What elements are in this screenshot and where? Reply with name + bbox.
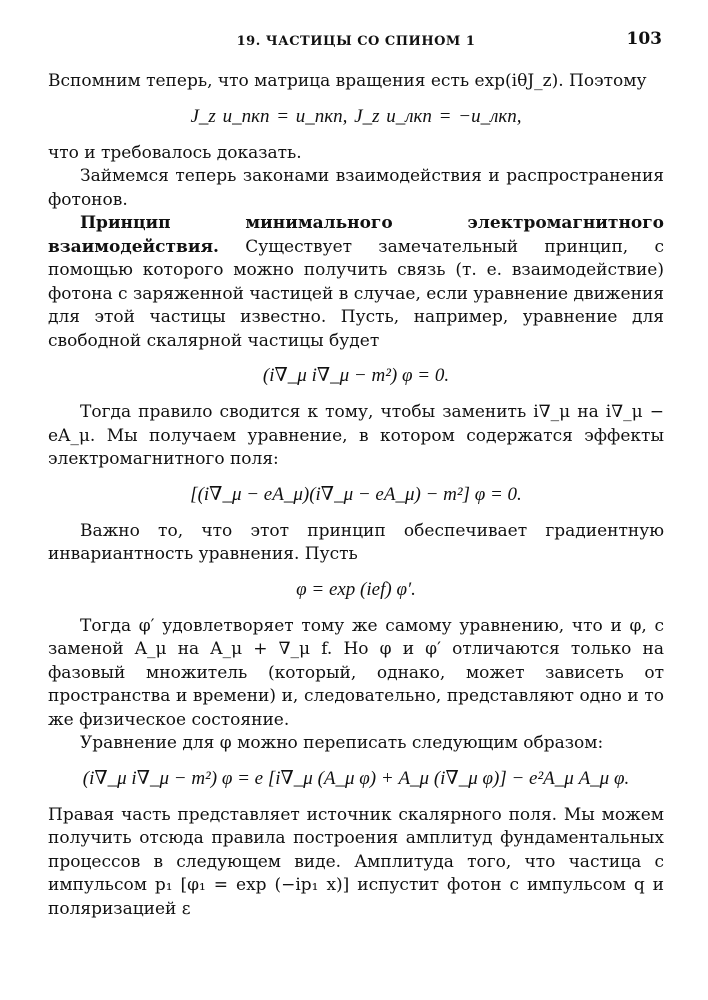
paragraph-phase-factor: Тогда φ′ удовлетворяет тому же самому уравнению, что и φ, с заменой A_μ на A_μ + ∇_μ f. Но φ и φ′ отличаются только на фазовый множитель (который, однако, может зависеть от пространства и времени) и, следовательно, представляют одно и то же физическое состояние. (48, 615, 664, 730)
equation-free-scalar: (i∇_μ i∇_μ − m²) φ = 0. (262, 365, 450, 386)
paragraph-substitution-rule: Тогда правило сводится к тому, чтобы заменить i∇_μ на i∇_μ − eA_μ. Мы получаем уравнение, в котором содержатся эффекты электромагнитного поля: (48, 402, 664, 469)
paragraph-qed: что и требовалось доказать. (48, 142, 302, 163)
section-heading: Принцип минимального электромагнитного взаимодействия. (48, 213, 664, 257)
paragraph-source-term: Правая часть представляет источник скалярного поля. Мы можем получить отсюда правила построения амплитуд фундаментальных процессов в следующем виде. Амплитуда того, что частица с импульсом p₁ [φ₁ = exp (−ip₁ x)] испустит фотон с импульсом q и поляризацией ε (48, 804, 664, 919)
paragraph-minimal-coupling-text: Существует замечательный принцип, с помощью которого можно получить связь (т. е. взаимодействие) фотона с заряженной частицей в случае, если уравнение движения для этой частицы известно. Пусть, например, уравнение для свободной скалярной частицы будет (48, 236, 664, 351)
equation-coupled: [(i∇_μ − eA_μ)(i∇_μ − eA_μ) − m²] φ = 0. (190, 483, 522, 505)
running-head (48, 26, 664, 56)
equation-gauge-phase: φ = exp (ief) φ′. (296, 578, 416, 600)
paragraph-minimal-coupling (48, 212, 664, 353)
paragraph-rewrite: Уравнение для φ можно переписать следующим образом: (80, 733, 604, 753)
page-number: 103 (626, 29, 662, 49)
equation-expanded: (i∇_μ i∇_μ − m²) φ = e [i∇_μ (A_μ φ) + A_μ (i∇_μ φ)] − e²A_μ A_μ φ. (82, 767, 630, 789)
chapter-title: 19. ЧАСТИЦЫ СО СПИНОМ 1 (236, 34, 476, 49)
paragraph-gauge-invariance: Важно то, что этот принцип обеспечивает градиентную инвариантность уравнения. Пусть (48, 520, 664, 564)
paragraph-rotation-matrix: Вспомним теперь, что матрица вращения есть exp(iθJ_z). Поэтому (48, 71, 647, 91)
paragraph-photon-laws: Займемся теперь законами взаимодействия и распространения фотонов. (48, 166, 664, 210)
equation-helicity: J_z u_пкп = u_пкп, J_z u_лкп = −u_лкп, (190, 105, 522, 127)
